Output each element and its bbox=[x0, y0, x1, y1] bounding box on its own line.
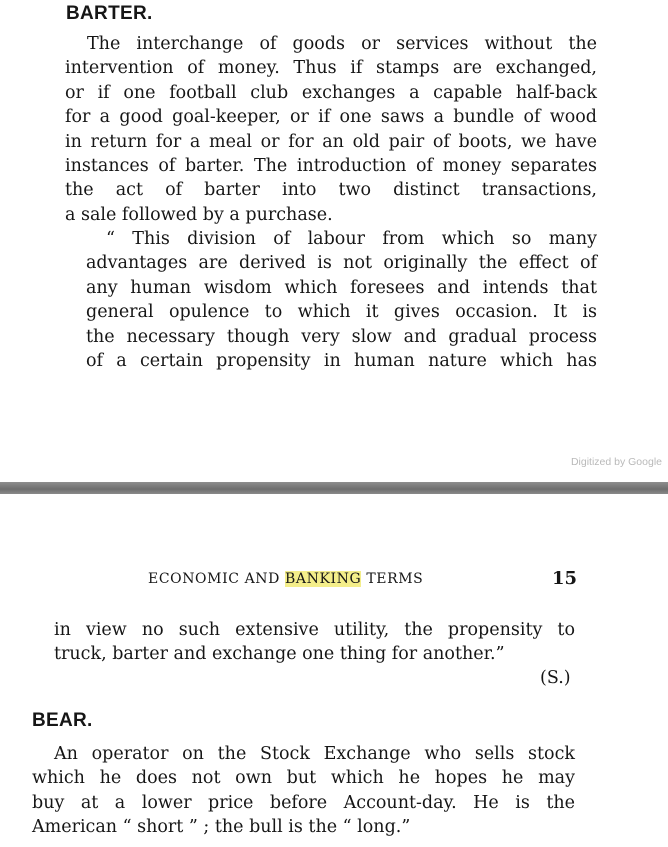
barter-definition bbox=[65, 32, 597, 227]
text-line: or if one football club exchanges a capable half-back bbox=[65, 82, 597, 103]
text-line: the act of barter into two distinct transactions, bbox=[65, 180, 597, 201]
bear-definition bbox=[32, 742, 575, 840]
page-divider bbox=[0, 482, 668, 494]
page-number: 15 bbox=[552, 568, 578, 589]
running-head-text: TERMS bbox=[361, 571, 424, 587]
quote-attribution: (S.) bbox=[540, 668, 571, 688]
highlighted-search-term: BANKING bbox=[285, 571, 362, 587]
running-head-text: ECONOMIC AND bbox=[148, 571, 285, 587]
text-line: buy at a lower price before Account-day. He is the bbox=[32, 792, 575, 813]
text-line: general opulence to which it gives occasion. It is bbox=[86, 302, 597, 323]
text-line: in return for a meal or for an old pair of boots, we have bbox=[65, 131, 597, 152]
bear-heading: BEAR. bbox=[32, 710, 93, 731]
text-line: An operator on the Stock Exchange who sells stock bbox=[54, 744, 575, 764]
text-line: in view no such extensive utility, the propensity to bbox=[54, 620, 575, 640]
text-line: the necessary though very slow and gradual process bbox=[86, 326, 597, 347]
text-line: any human wisdom which foresees and intends that bbox=[86, 277, 597, 298]
text-line: instances of barter. The introduction of money separates bbox=[65, 156, 597, 177]
text-line: a sale followed by a purchase. bbox=[65, 204, 333, 225]
text-line: truck, barter and exchange one thing for another.” bbox=[54, 644, 505, 665]
text-line: which he does not own but which he hopes he may bbox=[32, 768, 575, 789]
quote-continued bbox=[54, 618, 575, 667]
text-line: The interchange of goods or services without the bbox=[87, 34, 597, 54]
text-line: “ This division of labour from which so many bbox=[106, 229, 597, 249]
digitized-watermark: Digitized by Google bbox=[570, 456, 662, 468]
barter-heading: BARTER. bbox=[66, 3, 153, 24]
text-line: advantages are derived is not originally the effect of bbox=[86, 253, 597, 274]
text-line: of a certain propensity in human nature which has bbox=[86, 351, 597, 372]
smith-quote bbox=[86, 227, 597, 373]
text-line: intervention of money. Thus if stamps are exchanged, bbox=[65, 58, 597, 79]
text-line: American “ short ” ; the bull is the “ long.” bbox=[32, 817, 411, 838]
running-head bbox=[148, 571, 423, 587]
text-line: for a good goal-keeper, or if one saws a bundle of wood bbox=[65, 107, 597, 128]
